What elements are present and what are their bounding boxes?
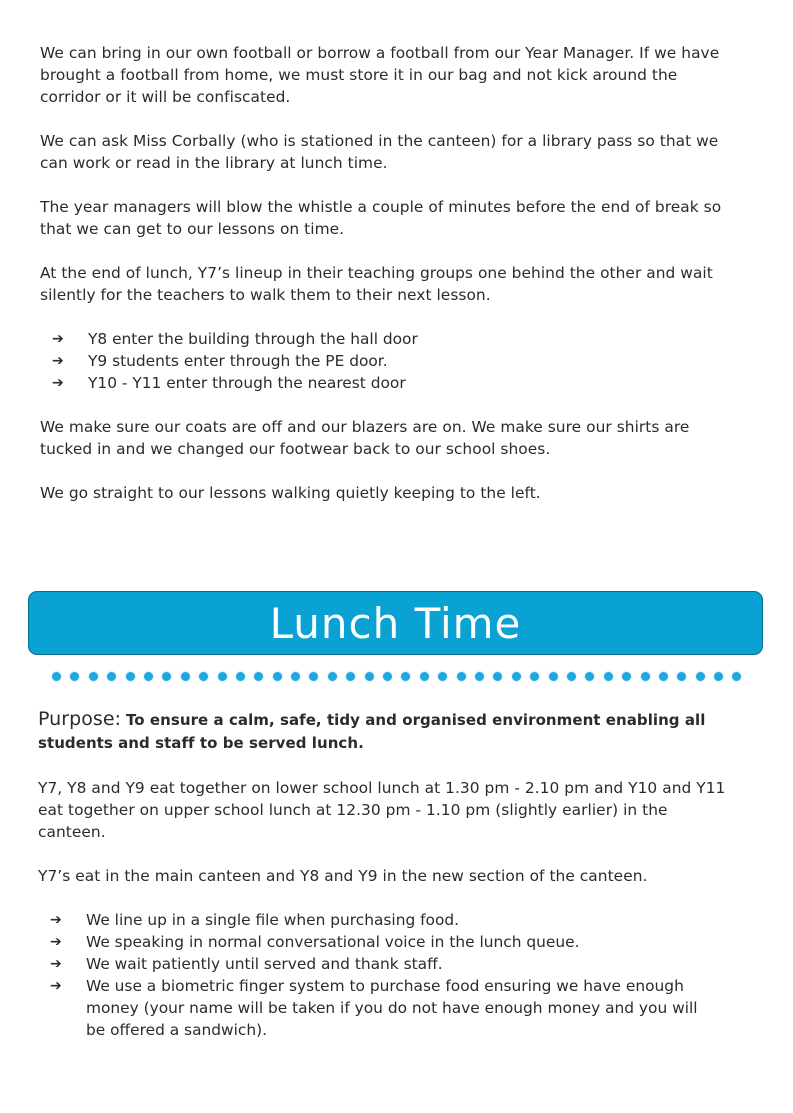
purpose-text: To ensure a calm, safe, tidy and organised environment enabling all (126, 711, 706, 729)
arrow-bullet-icon: ➔ (52, 375, 64, 391)
walk-to-lessons-paragraph (40, 482, 541, 504)
uniform-paragraph (40, 416, 689, 460)
divider-dot (236, 672, 245, 681)
text-line: We line up in a single file when purchasing food. (86, 911, 460, 929)
text-line: We speaking in normal conversational voice in the lunch queue. (86, 933, 580, 951)
text-line: corridor or it will be confiscated. (40, 88, 291, 106)
text-line: The year managers will blow the whistle a couple of minutes before the end of break so (40, 198, 722, 216)
text-line: silently for the teachers to walk them to their next lesson. (40, 286, 491, 304)
divider-dot (254, 672, 263, 681)
divider-dot (181, 672, 190, 681)
entry-door-list (52, 328, 752, 394)
dotted-divider (52, 670, 742, 682)
section-banner (28, 591, 763, 655)
text-line: We can ask Miss Corbally (who is stationed in the canteen) for a library pass so that we (40, 132, 719, 150)
text-line: We go straight to our lessons walking quietly keeping to the left. (40, 484, 541, 502)
divider-dot (70, 672, 79, 681)
divider-dot (218, 672, 227, 681)
text-line: be offered a sandwich). (86, 1021, 268, 1039)
purpose-paragraph (38, 708, 705, 755)
divider-dot (328, 672, 337, 681)
divider-dot (622, 672, 631, 681)
divider-dot (659, 672, 668, 681)
text-line: We make sure our coats are off and our blazers are on. We make sure our shirts are (40, 418, 690, 436)
divider-dot (585, 672, 594, 681)
canteen-sections-paragraph (38, 865, 647, 887)
arrow-bullet-icon: ➔ (50, 934, 62, 950)
arrow-bullet-icon: ➔ (52, 331, 64, 347)
divider-dot (291, 672, 300, 681)
text-line: that we can get to our lessons on time. (40, 220, 345, 238)
divider-dot (126, 672, 135, 681)
section-title: Lunch Time (269, 598, 522, 648)
list-item-text: Y10 - Y11 enter through the nearest door (88, 374, 406, 392)
divider-dot (144, 672, 153, 681)
list-item (50, 931, 760, 953)
divider-dot (677, 672, 686, 681)
lunch-rules-list (50, 909, 760, 1041)
divider-dot (107, 672, 116, 681)
text-line: We wait patiently until served and thank staff. (86, 955, 443, 973)
divider-dot (438, 672, 447, 681)
list-item-text (86, 931, 760, 953)
text-line: Y7’s eat in the main canteen and Y8 and Y9 in the new section of the canteen. (38, 867, 648, 885)
purpose-label: Purpose: (38, 708, 122, 730)
divider-dot (52, 672, 61, 681)
divider-dot (732, 672, 741, 681)
divider-dot (420, 672, 429, 681)
text-line: canteen. (38, 823, 106, 841)
divider-dot (641, 672, 650, 681)
divider-dot (309, 672, 318, 681)
divider-dot (346, 672, 355, 681)
divider-dot (199, 672, 208, 681)
text-line: We use a biometric finger system to purchase food ensuring we have enough (86, 977, 684, 995)
list-item-text (86, 953, 760, 975)
list-item-text: Y9 students enter through the PE door. (88, 352, 388, 370)
text-line: can work or read in the library at lunch time. (40, 154, 388, 172)
divider-dot (365, 672, 374, 681)
divider-dot (475, 672, 484, 681)
divider-dot (604, 672, 613, 681)
arrow-bullet-icon: ➔ (50, 978, 62, 994)
divider-dot (273, 672, 282, 681)
divider-dot (383, 672, 392, 681)
text-line: brought a football from home, we must store it in our bag and not kick around the (40, 66, 678, 84)
arrow-bullet-icon: ➔ (50, 912, 62, 928)
list-item-text (86, 909, 760, 931)
divider-dot (567, 672, 576, 681)
whistle-paragraph (40, 196, 721, 240)
text-line: eat together on upper school lunch at 12.30 pm - 1.10 pm (slightly earlier) in the (38, 801, 668, 819)
list-item-text (86, 975, 760, 1041)
arrow-bullet-icon: ➔ (50, 956, 62, 972)
text-line: tucked in and we changed our footwear back to our school shoes. (40, 440, 551, 458)
divider-dot (401, 672, 410, 681)
football-paragraph (40, 42, 719, 108)
divider-dot (549, 672, 558, 681)
list-item (52, 350, 752, 372)
divider-dot (714, 672, 723, 681)
end-of-lunch-paragraph (40, 262, 713, 306)
divider-dot (89, 672, 98, 681)
list-item (50, 953, 760, 975)
divider-dot (696, 672, 705, 681)
list-item (52, 372, 752, 394)
library-pass-paragraph (40, 130, 718, 174)
list-item (52, 328, 752, 350)
text-line: At the end of lunch, Y7’s lineup in their teaching groups one behind the other and wait (40, 264, 713, 282)
arrow-bullet-icon: ➔ (52, 353, 64, 369)
lunch-times-paragraph (38, 777, 725, 843)
list-item (50, 909, 760, 931)
text-line: money (your name will be taken if you do not have enough money and you will (86, 999, 698, 1017)
list-item (50, 975, 760, 1041)
divider-dot (530, 672, 539, 681)
list-item-text: Y8 enter the building through the hall door (88, 330, 418, 348)
text-line: Y7, Y8 and Y9 eat together on lower school lunch at 1.30 pm - 2.10 pm and Y10 and Y11 (38, 779, 726, 797)
divider-dot (493, 672, 502, 681)
text-line: We can bring in our own football or borrow a football from our Year Manager. If we have (40, 44, 720, 62)
purpose-text: students and staff to be served lunch. (38, 734, 364, 752)
divider-dot (162, 672, 171, 681)
divider-dot (512, 672, 521, 681)
divider-dot (457, 672, 466, 681)
